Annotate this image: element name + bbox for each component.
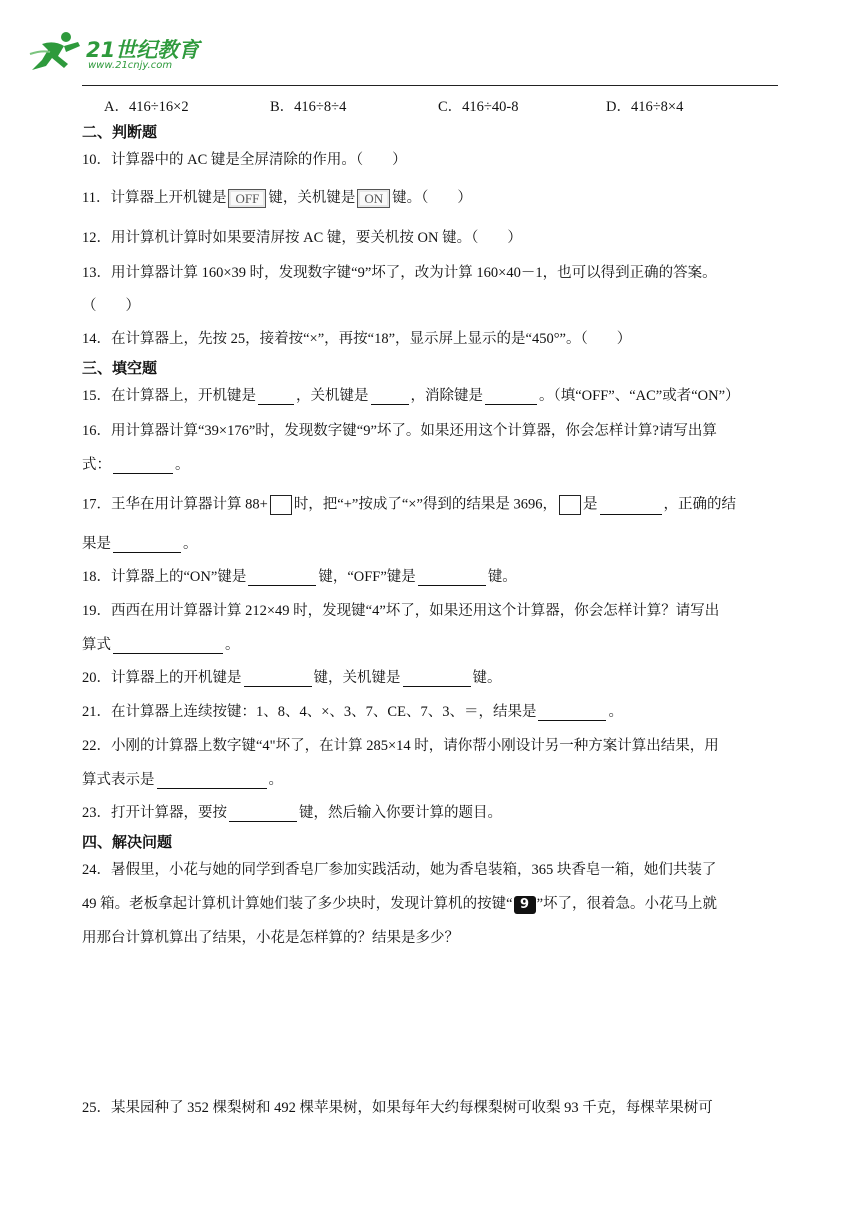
q9-option-a: A．416÷16×2 (104, 99, 189, 115)
q16-blank[interactable] (113, 459, 173, 474)
question-13-line2: （ ） (82, 298, 140, 314)
q21-blank[interactable] (538, 706, 606, 721)
question-23: 23．打开计算器，要按 键，然后输入你要计算的题目。 (82, 805, 502, 821)
question-18: 18．计算器上的“ON”键是 键，“OFF”键是 键。 (82, 569, 517, 585)
section-solve-heading: 四、解决问题 (82, 833, 173, 851)
q17-box-1[interactable] (270, 495, 292, 515)
question-25: 25．某果园种了 352 棵梨树和 492 棵苹果树，如果每年大约每棵梨树可收梨 93 千克，每棵苹果树可 (82, 1100, 713, 1116)
question-12: 12．用计算机计算时如果要清屏按 AC 键，要关机按 ON 键。（ ） (82, 230, 522, 246)
q22-blank[interactable] (157, 774, 267, 789)
question-20: 20．计算器上的开机键是 键，关机键是 键。 (82, 670, 502, 686)
q11-part-b: 键，关机键是 (268, 190, 356, 206)
logo-text: 21世纪教育 (86, 38, 200, 62)
question-19-line1: 19．西西在用计算器计算 212×49 时，发现键“4”坏了，如果还用这个计算器，你会怎样计算？请写出 (82, 603, 720, 619)
q15-blank-1[interactable] (258, 390, 294, 405)
q9-option-d: D．416÷8×4 (606, 99, 684, 115)
q18-blank-1[interactable] (248, 571, 316, 586)
q15-blank-2[interactable] (371, 390, 409, 405)
q19-blank[interactable] (113, 639, 223, 654)
q17-box-2[interactable] (559, 495, 581, 515)
question-16-line2: 式： 。 (82, 457, 190, 473)
q17-blank-2[interactable] (113, 538, 181, 553)
question-22-line2: 算式表示是 。 (82, 772, 283, 788)
question-22-line1: 22．小刚的计算器上数字键“4"坏了，在计算 285×14 时，请你帮小刚设计另一种方案计算出结果，用 (82, 738, 719, 754)
site-logo (28, 30, 218, 78)
question-14: 14．在计算器上，先按 25，接着按“×”，再按“18”，显示屏上显示的是“450°”。（ ） (82, 331, 632, 347)
on-key-image: ON (357, 189, 390, 208)
header-divider (82, 85, 778, 86)
question-17-line2: 果是 。 (82, 536, 198, 552)
q20-blank-1[interactable] (244, 672, 312, 687)
q9-option-b: B．416÷8÷4 (270, 99, 347, 115)
question-17-line1: 17．王华在用计算器计算 88+ 时，把“+”按成了“×”得到的结果是 3696， 是 ，正确的结 (82, 495, 736, 515)
off-key-image: OFF (228, 189, 266, 208)
question-24-line3: 用那台计算机算出了结果，小花是怎样算的？结果是多少？ (82, 930, 459, 946)
section-judge-heading: 二、判断题 (82, 123, 158, 141)
q15-blank-3[interactable] (485, 390, 537, 405)
question-15: 15．在计算器上，开机键是 ，关机键是 ，消除键是 。（填“OFF”、“AC”或者“ON”） (82, 388, 740, 404)
key-9-icon: 9 (514, 896, 536, 914)
section-fill-heading: 三、填空题 (82, 359, 158, 377)
q11-part-a: 11．计算器上开机键是 (82, 190, 227, 206)
question-11 (82, 189, 472, 208)
question-21: 21．在计算器上连续按键：1、8、4、×、3、7、CE、7、3、＝，结果是 。 (82, 704, 623, 720)
question-24-line1: 24．暑假里，小花与她的同学到香皂厂参加实践活动，她为香皂装箱，365 块香皂一箱，她们共装了 (82, 862, 717, 878)
question-16-line1: 16．用计算器计算“39×176”时，发现数字键“9”坏了。如果还用这个计算器，你会怎样计算?请写出算 (82, 423, 717, 439)
question-13-line1: 13．用计算器计算 160×39 时，发现数字键“9”坏了，改为计算 160×40－1，也可以得到正确的答案。 (82, 265, 717, 281)
q20-blank-2[interactable] (403, 672, 471, 687)
question-19-line2: 算式 。 (82, 637, 240, 653)
question-10: 10．计算器中的 AC 键是全屏清除的作用。（ ） (82, 152, 407, 168)
runner-logo-icon (28, 30, 84, 74)
logo-url: www.21cnjy.com (88, 60, 173, 71)
q9-option-c: C．416÷40-8 (438, 99, 519, 115)
q18-blank-2[interactable] (418, 571, 486, 586)
q23-blank[interactable] (229, 807, 297, 822)
question-24-line2: 49 箱。老板拿起计算机计算她们装了多少块时，发现计算机的按键“ 9 ”坏了，很着急。小花马上就 (82, 896, 717, 912)
q17-blank-1[interactable] (600, 500, 662, 515)
q11-part-c: 键。（ ） (392, 190, 472, 206)
